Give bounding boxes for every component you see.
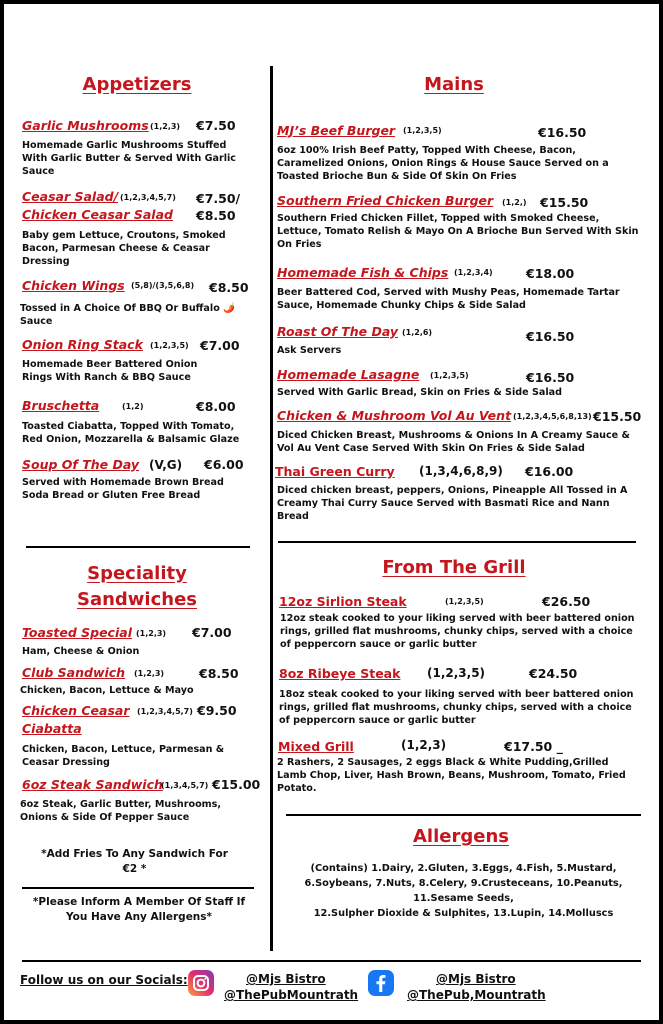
item-name: Thai Green Curry <box>275 464 395 479</box>
item-price: €6.00 <box>204 457 244 472</box>
item-price: €24.50 <box>529 666 578 681</box>
item-name: Southern Fried Chicken Burger <box>277 193 494 208</box>
item-description: Homemade Garlic Mushrooms Stuffed With Garlic Butter & Served With Garlic Sauce <box>22 140 236 178</box>
fries-note: *Add Fries To Any Sandwich For €2 * <box>41 848 228 875</box>
item-description: Baby gem Lettuce, Croutons, Smoked Bacon, Parmesan Cheese & Ceasar Dressing <box>22 230 226 268</box>
item-allergens: (5,8)/(3,5,6,8) <box>131 281 195 290</box>
item-description: 6oz Steak, Garlic Butter, Mushrooms, Onions & Side Of Pepper Sauce <box>20 799 222 824</box>
item-name: 12oz Sirlion Steak <box>279 594 407 609</box>
item-price: €15.50 <box>593 409 642 424</box>
item-description: Homemade Beer Battered Onion Rings With Ranch & BBQ Sauce <box>22 359 198 384</box>
item-allergens: (1,2,3,5) <box>403 126 442 135</box>
item-price: €15.50 <box>540 195 589 210</box>
allergens-line: 11.Sesame Seeds, <box>413 893 514 904</box>
item-name: Homemade Fish & Chips <box>277 265 449 280</box>
menu-page <box>4 4 659 1020</box>
item-allergens: (1,2,3) <box>136 629 167 638</box>
item-price: €9.50 <box>197 703 237 718</box>
item-price: €7.50/ <box>196 191 241 206</box>
item-price: €15.00 <box>212 777 261 792</box>
item-description: 6oz 100% Irish Beef Patty, Topped With Cheese, Bacon, Caramelized Onions, Onion Rings & House Sauce Served on a Toasted Brioche Bun & Side Of Skin On Fries <box>277 145 609 183</box>
item-name: Club Sandwich <box>22 665 126 680</box>
item-description: 12oz steak cooked to your liking served with beer battered onion rings, grilled flat mushrooms, chunky chips, served with a choice of peppercorn sauce or garlic butter <box>280 613 635 651</box>
item-description: Chicken, Bacon, Lettuce, Parmesan & Ceasar Dressing <box>22 744 225 769</box>
item-allergens: (1,2,) <box>502 198 527 207</box>
item-description: Southern Fried Chicken Fillet, Topped with Smoked Cheese, Lettuce, Tomato Relish & Mayo On A Brioche Bun Served With Skin On Fries <box>277 213 639 251</box>
item-name: Toasted Special <box>22 625 132 640</box>
item-price: €16.50 <box>526 329 575 344</box>
item-allergens: (1,2,3,4,5,6,8,13) <box>513 412 592 421</box>
appetizers-title: Appetizers <box>82 74 192 95</box>
instagram-icon[interactable] <box>188 970 214 996</box>
item-price: €16.50 <box>526 370 575 385</box>
facebook-handle[interactable]: @Mjs Bistro <box>436 972 516 986</box>
right-divider-bottom <box>286 814 641 816</box>
grill-title: From The Grill <box>382 557 526 578</box>
item-description: 18oz steak cooked to your liking served with beer battered onion rings, grilled flat mushrooms, chunky chips, served with a choice of peppercorn sauce or garlic butter <box>279 689 634 727</box>
item-allergens: (1,2,3,5) <box>430 371 469 380</box>
allergens-line: (Contains) 1.Dairy, 2.Gluten, 3.Eggs, 4.Fish, 5.Mustard, <box>310 863 617 874</box>
mains-title: Mains <box>424 74 484 95</box>
item-name: Chicken & Mushroom Vol Au Vent <box>277 408 512 423</box>
right-divider-top <box>278 541 636 543</box>
allergens-line: 6.Soybeans, 7.Nuts, 8.Celery, 9.Crusteceans, 10.Peanuts, <box>304 878 623 889</box>
item-allergens: (1,2,3) <box>401 738 447 752</box>
item-name: Bruschetta <box>22 398 100 413</box>
instagram-handle-secondary[interactable]: @ThePubMountrath <box>224 988 359 1002</box>
item-allergens: (1,2,3,4) <box>454 268 493 277</box>
item-price: €8.50 <box>199 666 239 681</box>
item-name: Onion Ring Stack <box>22 337 143 352</box>
item-price: €8.00 <box>196 399 236 414</box>
item-price: €16.50 <box>538 125 587 140</box>
sandwiches-title-line1: Speciality <box>87 563 187 584</box>
item-name: Chicken Wings <box>22 278 125 293</box>
allergy-note: *Please Inform A Member Of Staff If You Have Any Allergens* <box>32 896 246 923</box>
item-name: MJ’s Beef Burger <box>277 123 396 138</box>
instagram-handle[interactable]: @Mjs Bistro <box>246 972 326 986</box>
item-allergens: (1,2,3) <box>150 122 181 131</box>
item-description: Served With Garlic Bread, Skin on Fries & Side Salad <box>277 387 562 398</box>
item-allergens: (1,2,3,5) <box>427 666 486 680</box>
item-allergens: (1,2,3) <box>134 669 165 678</box>
item-price: €7.00 <box>192 625 232 640</box>
center-divider <box>270 66 273 951</box>
item-name: Roast Of The Day <box>277 324 399 339</box>
left-divider-bottom <box>22 887 254 889</box>
item-description: Tossed in A Choice Of BBQ Or Buffalo 🌶️ Sauce <box>20 303 236 328</box>
item-price: €18.00 <box>526 266 575 281</box>
item-price-alt: €8.50 <box>196 208 236 223</box>
facebook-glyph <box>368 970 394 996</box>
item-description: Ham, Cheese & Onion <box>22 646 140 657</box>
instagram-glyph <box>188 970 214 996</box>
item-price: €16.00 <box>525 464 574 479</box>
item-allergens: (1,2) <box>122 402 144 411</box>
item-description: Ask Servers <box>277 345 342 356</box>
item-price: €7.00 <box>200 338 240 353</box>
facebook-handle-secondary[interactable]: @ThePub,Mountrath <box>407 988 546 1002</box>
item-description: 2 Rashers, 2 Sausages, 2 eggs Black & White Pudding,Grilled Lamb Chop, Liver, Hash Brown, Beans, Mushroom, Tomato, Fried Potato. <box>277 757 626 795</box>
item-allergens: (1,2,3,5) <box>150 341 189 350</box>
item-allergens: (1,2,3,5) <box>445 597 484 606</box>
item-name: 6oz Steak Sandwich <box>22 777 163 792</box>
item-name: Soup Of The Day <box>22 457 140 472</box>
left-divider-top <box>26 546 250 548</box>
item-description: Diced chicken breast, peppers, Onions, Pineapple All Tossed in A Creamy Thai Curry Sauce Served with Basmati Rice and Nann Bread <box>277 485 628 523</box>
item-name: Ceasar Salad/ <box>22 189 119 204</box>
item-description: Chicken, Bacon, Lettuce & Mayo <box>20 685 194 696</box>
item-price: €7.50 <box>196 118 236 133</box>
facebook-icon[interactable] <box>368 970 394 996</box>
follow-label: Follow us on our Socials: <box>20 973 188 987</box>
item-price: €8.50 <box>209 280 249 295</box>
item-allergens: (V,G) <box>149 458 183 472</box>
item-allergens: (1,3,4,6,8,9) <box>419 464 503 478</box>
footer-divider <box>22 960 641 962</box>
item-price: €26.50 <box>542 594 591 609</box>
item-allergens: (1,3,4,5,7) <box>161 781 209 790</box>
item-price: €17.50 _ <box>504 739 563 754</box>
allergens-line: 12.Sulpher Dioxide & Sulphites, 13.Lupin, 14.Molluscs <box>313 908 614 919</box>
item-description: Beer Battered Cod, Served with Mushy Peas, Homemade Tartar Sauce, Homemade Chunky Chips & Side Salad <box>277 287 620 312</box>
item-description: Served with Homemade Brown Bread Soda Bread or Gluten Free Bread <box>22 477 224 502</box>
item-name-line2: Chicken Ceasar Salad <box>22 207 173 222</box>
item-name-line2: Ciabatta <box>22 721 82 736</box>
item-name: Homemade Lasagne <box>277 367 420 382</box>
allergens-title: Allergens <box>413 826 509 847</box>
item-allergens: (1,2,3,4,5,7) <box>120 193 176 202</box>
item-allergens: (1,2,6) <box>402 328 433 337</box>
item-name: 8oz Ribeye Steak <box>279 666 401 681</box>
item-name: Garlic Mushrooms <box>22 118 149 133</box>
sandwiches-title-line2: Sandwiches <box>76 589 197 610</box>
item-description: Diced Chicken Breast, Mushrooms & Onions In A Creamy Sauce & Vol Au Vent Case Served With Skin On Fries & Side Salad <box>277 430 630 455</box>
item-name: Mixed Grill <box>278 739 354 754</box>
item-allergens: (1,2,3,4,5,7) <box>137 707 193 716</box>
item-name: Chicken Ceasar <box>22 703 130 718</box>
item-description: Toasted Ciabatta, Topped With Tomato, Red Onion, Mozzarella & Balsamic Glaze <box>22 421 240 446</box>
